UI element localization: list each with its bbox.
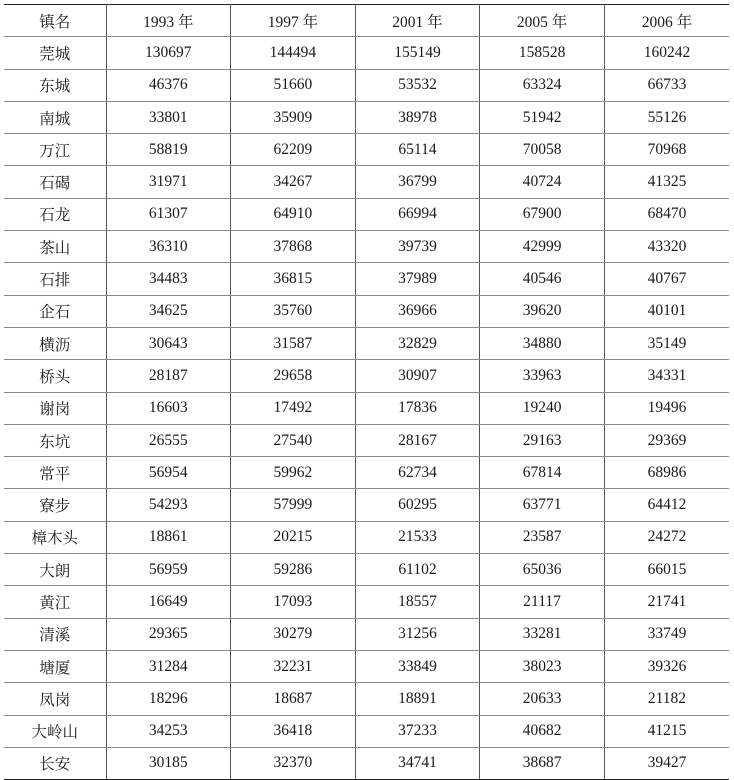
table-row	[4, 457, 729, 489]
table-header	[4, 5, 729, 37]
table-row	[4, 231, 729, 263]
table-row	[4, 554, 729, 586]
town-name-cell: 桥头	[4, 360, 106, 392]
town-name-cell: 樟木头	[4, 521, 106, 553]
town-name-cell: 石排	[4, 263, 106, 295]
population-cell: 54293	[106, 489, 231, 521]
town-name-cell: 企石	[4, 295, 106, 327]
table-row	[4, 650, 729, 682]
population-cell: 60295	[355, 489, 480, 521]
population-cell: 29163	[480, 424, 605, 456]
population-cell: 51942	[480, 101, 605, 133]
population-cell: 30279	[231, 618, 356, 650]
table-row	[4, 747, 729, 779]
population-cell: 29369	[604, 424, 729, 456]
table-row	[4, 295, 729, 327]
table-row	[4, 360, 729, 392]
population-cell: 19240	[480, 392, 605, 424]
population-cell: 40724	[480, 166, 605, 198]
population-cell: 36966	[355, 295, 480, 327]
column-header-town: 镇名	[4, 5, 106, 37]
population-cell: 34741	[355, 747, 480, 779]
population-cell: 36815	[231, 263, 356, 295]
table-row	[4, 392, 729, 424]
population-cell: 43320	[604, 231, 729, 263]
population-cell: 61307	[106, 198, 231, 230]
town-name-cell: 塘厦	[4, 650, 106, 682]
population-cell: 18296	[106, 683, 231, 715]
table-row	[4, 586, 729, 618]
population-cell: 59286	[231, 554, 356, 586]
population-cell: 41325	[604, 166, 729, 198]
population-cell: 33801	[106, 101, 231, 133]
population-cell: 34880	[480, 327, 605, 359]
table-row	[4, 715, 729, 747]
population-cell: 21182	[604, 683, 729, 715]
table-body	[4, 37, 729, 780]
population-cell: 64910	[231, 198, 356, 230]
column-header-year: 2001 年	[355, 5, 480, 37]
population-cell: 62734	[355, 457, 480, 489]
population-cell: 38023	[480, 650, 605, 682]
population-cell: 39427	[604, 747, 729, 779]
population-cell: 40682	[480, 715, 605, 747]
table-row	[4, 618, 729, 650]
population-cell: 36799	[355, 166, 480, 198]
population-cell: 31256	[355, 618, 480, 650]
population-cell: 21741	[604, 586, 729, 618]
table-row	[4, 134, 729, 166]
population-cell: 35909	[231, 101, 356, 133]
table-row	[4, 198, 729, 230]
population-cell: 37868	[231, 231, 356, 263]
town-name-cell: 东城	[4, 69, 106, 101]
column-header-year: 2005 年	[480, 5, 605, 37]
population-cell: 35149	[604, 327, 729, 359]
town-name-cell: 黄江	[4, 586, 106, 618]
table-row	[4, 101, 729, 133]
town-name-cell: 石碣	[4, 166, 106, 198]
table-row	[4, 37, 729, 69]
header-row	[4, 5, 729, 37]
population-cell: 30185	[106, 747, 231, 779]
population-cell: 39739	[355, 231, 480, 263]
population-cell: 24272	[604, 521, 729, 553]
population-cell: 29365	[106, 618, 231, 650]
town-name-cell: 常平	[4, 457, 106, 489]
population-cell: 38687	[480, 747, 605, 779]
population-cell: 66733	[604, 69, 729, 101]
population-cell: 18557	[355, 586, 480, 618]
population-cell: 64412	[604, 489, 729, 521]
population-cell: 40767	[604, 263, 729, 295]
column-header-year: 1993 年	[106, 5, 231, 37]
population-cell: 16649	[106, 586, 231, 618]
population-cell: 34483	[106, 263, 231, 295]
population-cell: 20633	[480, 683, 605, 715]
population-cell: 67814	[480, 457, 605, 489]
population-cell: 28187	[106, 360, 231, 392]
population-cell: 51660	[231, 69, 356, 101]
table-row	[4, 69, 729, 101]
town-name-cell: 凤岗	[4, 683, 106, 715]
population-cell: 32370	[231, 747, 356, 779]
population-cell: 55126	[604, 101, 729, 133]
population-cell: 21117	[480, 586, 605, 618]
town-name-cell: 清溪	[4, 618, 106, 650]
population-cell: 39620	[480, 295, 605, 327]
population-cell: 41215	[604, 715, 729, 747]
table-row	[4, 263, 729, 295]
population-cell: 27540	[231, 424, 356, 456]
population-cell: 18891	[355, 683, 480, 715]
town-name-cell: 长安	[4, 747, 106, 779]
population-cell: 42999	[480, 231, 605, 263]
population-cell: 21533	[355, 521, 480, 553]
population-cell: 39326	[604, 650, 729, 682]
population-cell: 66015	[604, 554, 729, 586]
town-name-cell: 大岭山	[4, 715, 106, 747]
population-cell: 17836	[355, 392, 480, 424]
town-name-cell: 茶山	[4, 231, 106, 263]
population-cell: 40101	[604, 295, 729, 327]
town-name-cell: 谢岗	[4, 392, 106, 424]
population-cell: 70058	[480, 134, 605, 166]
population-cell: 144494	[231, 37, 356, 69]
population-cell: 29658	[231, 360, 356, 392]
population-cell: 31587	[231, 327, 356, 359]
population-cell: 67900	[480, 198, 605, 230]
table-row	[4, 683, 729, 715]
population-cell: 37233	[355, 715, 480, 747]
table-row	[4, 489, 729, 521]
population-cell: 34253	[106, 715, 231, 747]
column-header-year: 1997 年	[231, 5, 356, 37]
town-name-cell: 东坑	[4, 424, 106, 456]
town-name-cell: 南城	[4, 101, 106, 133]
population-cell: 32829	[355, 327, 480, 359]
population-cell: 160242	[604, 37, 729, 69]
population-cell: 34267	[231, 166, 356, 198]
town-name-cell: 万江	[4, 134, 106, 166]
population-cell: 40546	[480, 263, 605, 295]
population-cell: 70968	[604, 134, 729, 166]
population-cell: 63324	[480, 69, 605, 101]
population-cell: 16603	[106, 392, 231, 424]
population-cell: 20215	[231, 521, 356, 553]
population-cell: 63771	[480, 489, 605, 521]
population-cell: 19496	[604, 392, 729, 424]
population-cell: 37989	[355, 263, 480, 295]
population-cell: 38978	[355, 101, 480, 133]
population-cell: 66994	[355, 198, 480, 230]
population-cell: 31971	[106, 166, 231, 198]
population-table	[4, 4, 729, 780]
population-cell: 17093	[231, 586, 356, 618]
population-cell: 33749	[604, 618, 729, 650]
population-cell: 62209	[231, 134, 356, 166]
population-cell: 68470	[604, 198, 729, 230]
population-cell: 65036	[480, 554, 605, 586]
population-cell: 56959	[106, 554, 231, 586]
population-cell: 28167	[355, 424, 480, 456]
population-cell: 46376	[106, 69, 231, 101]
table-row	[4, 521, 729, 553]
population-cell: 158528	[480, 37, 605, 69]
population-cell: 61102	[355, 554, 480, 586]
column-header-year: 2006 年	[604, 5, 729, 37]
population-cell: 68986	[604, 457, 729, 489]
population-cell: 34331	[604, 360, 729, 392]
population-cell: 56954	[106, 457, 231, 489]
population-cell: 53532	[355, 69, 480, 101]
population-cell: 34625	[106, 295, 231, 327]
table-row	[4, 424, 729, 456]
population-cell: 33849	[355, 650, 480, 682]
population-cell: 31284	[106, 650, 231, 682]
population-cell: 36418	[231, 715, 356, 747]
population-cell: 35760	[231, 295, 356, 327]
table-row	[4, 166, 729, 198]
town-name-cell: 寮步	[4, 489, 106, 521]
town-name-cell: 大朗	[4, 554, 106, 586]
population-cell: 57999	[231, 489, 356, 521]
population-cell: 18687	[231, 683, 356, 715]
population-cell: 17492	[231, 392, 356, 424]
population-cell: 30907	[355, 360, 480, 392]
population-cell: 33963	[480, 360, 605, 392]
town-name-cell: 石龙	[4, 198, 106, 230]
population-cell: 26555	[106, 424, 231, 456]
population-cell: 18861	[106, 521, 231, 553]
table-row	[4, 327, 729, 359]
town-name-cell: 横沥	[4, 327, 106, 359]
population-cell: 30643	[106, 327, 231, 359]
population-cell: 32231	[231, 650, 356, 682]
population-cell: 65114	[355, 134, 480, 166]
population-cell: 33281	[480, 618, 605, 650]
town-name-cell: 莞城	[4, 37, 106, 69]
population-cell: 130697	[106, 37, 231, 69]
population-cell: 58819	[106, 134, 231, 166]
population-cell: 155149	[355, 37, 480, 69]
population-cell: 59962	[231, 457, 356, 489]
population-cell: 36310	[106, 231, 231, 263]
population-cell: 23587	[480, 521, 605, 553]
